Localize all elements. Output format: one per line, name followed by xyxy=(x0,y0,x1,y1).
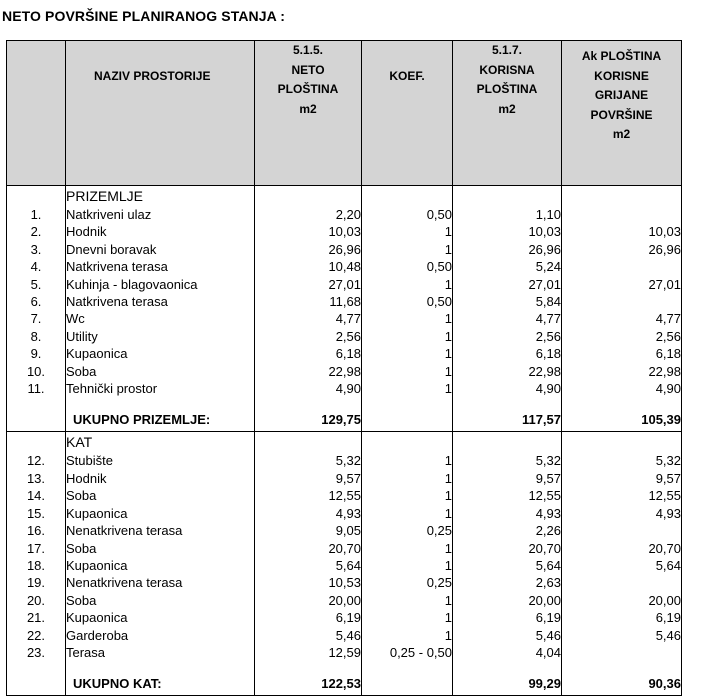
heated-area-value: 27,01 xyxy=(562,276,682,293)
usable-area-value: 4,77 xyxy=(453,310,562,327)
room-name: Soba xyxy=(66,540,255,557)
coefficient-value: 1 xyxy=(362,380,453,397)
coefficient-value: 1 xyxy=(362,557,453,574)
room-name: Natkriveni ulaz xyxy=(66,206,255,223)
heated-area-value: 6,19 xyxy=(562,609,682,626)
heated-area-value xyxy=(562,644,682,661)
total-net-area: 122,53 xyxy=(255,673,362,696)
net-area-value: 9,05 xyxy=(255,522,362,539)
usable-area-value: 10,03 xyxy=(453,223,562,240)
empty-cell xyxy=(453,186,562,207)
coefficient-value: 1 xyxy=(362,505,453,522)
table-row xyxy=(7,627,682,644)
net-area-value: 5,32 xyxy=(255,452,362,469)
table-body xyxy=(7,186,682,696)
empty-cell xyxy=(7,673,66,696)
empty-cell xyxy=(562,186,682,207)
room-name: Kupaonica xyxy=(66,609,255,626)
heated-area-value xyxy=(562,522,682,539)
net-area-value: 4,77 xyxy=(255,310,362,327)
heated-area-value: 20,70 xyxy=(562,540,682,557)
row-number: 13. xyxy=(7,470,66,487)
empty-cell xyxy=(66,397,255,409)
section-label: KAT xyxy=(66,432,255,453)
table-row xyxy=(7,223,682,240)
table-row xyxy=(7,557,682,574)
total-row xyxy=(7,409,682,432)
usable-area-value: 1,10 xyxy=(453,206,562,223)
table-row xyxy=(7,276,682,293)
room-name: Kuhinja - blagovaonica xyxy=(66,276,255,293)
row-number: 8. xyxy=(7,328,66,345)
table-row xyxy=(7,505,682,522)
empty-cell xyxy=(453,661,562,673)
section-row xyxy=(7,186,682,207)
coefficient-value: 1 xyxy=(362,223,453,240)
usable-area-value: 4,93 xyxy=(453,505,562,522)
usable-area-value: 5,84 xyxy=(453,293,562,310)
coefficient-value: 1 xyxy=(362,627,453,644)
section-number-cell xyxy=(7,432,66,453)
net-area-value: 22,98 xyxy=(255,363,362,380)
usable-area-value: 26,96 xyxy=(453,241,562,258)
room-name: Nenatkrivena terasa xyxy=(66,574,255,591)
room-name: Utility xyxy=(66,328,255,345)
row-number: 12. xyxy=(7,452,66,469)
empty-cell xyxy=(362,186,453,207)
coefficient-value: 0,50 xyxy=(362,206,453,223)
usable-area-value: 2,63 xyxy=(453,574,562,591)
empty-cell xyxy=(362,409,453,432)
header-net-area: 5.1.5. NETO PLOŠTINA m2 xyxy=(255,41,362,186)
row-number: 20. xyxy=(7,592,66,609)
table-row xyxy=(7,592,682,609)
table-row xyxy=(7,487,682,504)
row-number: 14. xyxy=(7,487,66,504)
coefficient-value: 1 xyxy=(362,452,453,469)
net-area-value: 10,48 xyxy=(255,258,362,275)
row-number: 11. xyxy=(7,380,66,397)
heated-area-value xyxy=(562,258,682,275)
heated-area-value: 5,32 xyxy=(562,452,682,469)
heated-area-value: 22,98 xyxy=(562,363,682,380)
header-coefficient: KOEF. xyxy=(362,41,453,186)
net-area-value: 4,90 xyxy=(255,380,362,397)
net-area-value: 9,57 xyxy=(255,470,362,487)
table-header-row xyxy=(7,41,682,186)
coefficient-value: 1 xyxy=(362,328,453,345)
net-area-value: 2,20 xyxy=(255,206,362,223)
room-name: Hodnik xyxy=(66,470,255,487)
row-number: 10. xyxy=(7,363,66,380)
coefficient-value: 1 xyxy=(362,470,453,487)
coefficient-value: 1 xyxy=(362,310,453,327)
usable-area-value: 22,98 xyxy=(453,363,562,380)
room-name: Wc xyxy=(66,310,255,327)
room-name: Natkrivena terasa xyxy=(66,258,255,275)
empty-cell xyxy=(362,673,453,696)
heated-area-value: 4,93 xyxy=(562,505,682,522)
coefficient-value: 0,25 xyxy=(362,522,453,539)
empty-cell xyxy=(362,432,453,453)
coefficient-value: 0,25 xyxy=(362,574,453,591)
row-number: 21. xyxy=(7,609,66,626)
room-name: Dnevni boravak xyxy=(66,241,255,258)
room-name: Kupaonica xyxy=(66,505,255,522)
header-heated-area: Ak PLOŠTINA KORISNE GRIJANE POVRŠINE m2 xyxy=(562,41,682,186)
empty-cell xyxy=(255,186,362,207)
table-row xyxy=(7,540,682,557)
empty-cell xyxy=(255,432,362,453)
row-number: 3. xyxy=(7,241,66,258)
table-row xyxy=(7,258,682,275)
heated-area-value: 5,46 xyxy=(562,627,682,644)
empty-cell xyxy=(362,661,453,673)
spacer-row xyxy=(7,661,682,673)
room-name: Natkrivena terasa xyxy=(66,293,255,310)
net-area-value: 12,59 xyxy=(255,644,362,661)
spacer-row xyxy=(7,397,682,409)
room-name: Terasa xyxy=(66,644,255,661)
net-area-value: 6,18 xyxy=(255,345,362,362)
net-area-value: 27,01 xyxy=(255,276,362,293)
header-number xyxy=(7,41,66,186)
empty-cell xyxy=(255,397,362,409)
empty-cell xyxy=(453,432,562,453)
total-usable-area: 99,29 xyxy=(453,673,562,696)
empty-cell xyxy=(7,661,66,673)
total-usable-area: 117,57 xyxy=(453,409,562,432)
coefficient-value: 0,25 - 0,50 xyxy=(362,644,453,661)
room-name: Nenatkrivena terasa xyxy=(66,522,255,539)
empty-cell xyxy=(453,397,562,409)
row-number: 5. xyxy=(7,276,66,293)
net-area-value: 11,68 xyxy=(255,293,362,310)
row-number: 4. xyxy=(7,258,66,275)
usable-area-value: 2,56 xyxy=(453,328,562,345)
table-row xyxy=(7,310,682,327)
row-number: 19. xyxy=(7,574,66,591)
empty-cell xyxy=(562,661,682,673)
room-name: Garderoba xyxy=(66,627,255,644)
heated-area-value xyxy=(562,574,682,591)
coefficient-value: 1 xyxy=(362,276,453,293)
heated-area-value: 26,96 xyxy=(562,241,682,258)
empty-cell xyxy=(562,432,682,453)
empty-cell xyxy=(7,409,66,432)
usable-area-value: 20,00 xyxy=(453,592,562,609)
row-number: 1. xyxy=(7,206,66,223)
table-row xyxy=(7,452,682,469)
room-name: Soba xyxy=(66,363,255,380)
row-number: 2. xyxy=(7,223,66,240)
row-number: 17. xyxy=(7,540,66,557)
room-name: Stubište xyxy=(66,452,255,469)
table-row xyxy=(7,293,682,310)
heated-area-value: 10,03 xyxy=(562,223,682,240)
coefficient-value: 1 xyxy=(362,241,453,258)
net-area-value: 2,56 xyxy=(255,328,362,345)
empty-cell xyxy=(562,397,682,409)
page-title: NETO POVRŠINE PLANIRANOG STANJA : xyxy=(2,8,286,24)
usable-area-value: 5,46 xyxy=(453,627,562,644)
usable-area-value: 2,26 xyxy=(453,522,562,539)
coefficient-value: 0,50 xyxy=(362,258,453,275)
empty-cell xyxy=(255,661,362,673)
table-row xyxy=(7,241,682,258)
total-label: UKUPNO PRIZEMLJE: xyxy=(66,409,255,432)
room-name: Soba xyxy=(66,487,255,504)
room-name: Kupaonica xyxy=(66,345,255,362)
row-number: 7. xyxy=(7,310,66,327)
total-net-area: 129,75 xyxy=(255,409,362,432)
heated-area-value xyxy=(562,206,682,223)
coefficient-value: 0,50 xyxy=(362,293,453,310)
row-number: 23. xyxy=(7,644,66,661)
net-area-value: 12,55 xyxy=(255,487,362,504)
area-table xyxy=(6,40,682,696)
room-name: Soba xyxy=(66,592,255,609)
table-row xyxy=(7,345,682,362)
row-number: 18. xyxy=(7,557,66,574)
table-row xyxy=(7,644,682,661)
heated-area-value: 4,77 xyxy=(562,310,682,327)
row-number: 6. xyxy=(7,293,66,310)
usable-area-value: 12,55 xyxy=(453,487,562,504)
section-label: PRIZEMLJE xyxy=(66,186,255,207)
usable-area-value: 5,32 xyxy=(453,452,562,469)
total-heated-area: 105,39 xyxy=(562,409,682,432)
table-row xyxy=(7,380,682,397)
table-row xyxy=(7,206,682,223)
row-number: 22. xyxy=(7,627,66,644)
header-room-name: NAZIV PROSTORIJE xyxy=(66,41,255,186)
total-row xyxy=(7,673,682,696)
header-usable-area: 5.1.7. KORISNA PLOŠTINA m2 xyxy=(453,41,562,186)
table-row xyxy=(7,328,682,345)
row-number: 15. xyxy=(7,505,66,522)
coefficient-value: 1 xyxy=(362,540,453,557)
row-number: 16. xyxy=(7,522,66,539)
usable-area-value: 6,19 xyxy=(453,609,562,626)
net-area-value: 5,64 xyxy=(255,557,362,574)
heated-area-value: 2,56 xyxy=(562,328,682,345)
net-area-value: 10,53 xyxy=(255,574,362,591)
row-number: 9. xyxy=(7,345,66,362)
net-area-value: 20,70 xyxy=(255,540,362,557)
room-name: Kupaonica xyxy=(66,557,255,574)
usable-area-value: 27,01 xyxy=(453,276,562,293)
room-name: Hodnik xyxy=(66,223,255,240)
net-area-value: 5,46 xyxy=(255,627,362,644)
heated-area-value xyxy=(562,293,682,310)
table-row xyxy=(7,363,682,380)
coefficient-value: 1 xyxy=(362,609,453,626)
heated-area-value: 5,64 xyxy=(562,557,682,574)
net-area-value: 6,19 xyxy=(255,609,362,626)
empty-cell xyxy=(362,397,453,409)
room-name: Tehnički prostor xyxy=(66,380,255,397)
net-area-value: 20,00 xyxy=(255,592,362,609)
table-row xyxy=(7,609,682,626)
heated-area-value: 20,00 xyxy=(562,592,682,609)
section-row xyxy=(7,432,682,453)
usable-area-value: 9,57 xyxy=(453,470,562,487)
coefficient-value: 1 xyxy=(362,592,453,609)
table-row xyxy=(7,574,682,591)
empty-cell xyxy=(7,397,66,409)
table-row xyxy=(7,470,682,487)
usable-area-value: 5,64 xyxy=(453,557,562,574)
usable-area-value: 6,18 xyxy=(453,345,562,362)
usable-area-value: 4,90 xyxy=(453,380,562,397)
heated-area-value: 4,90 xyxy=(562,380,682,397)
net-area-value: 4,93 xyxy=(255,505,362,522)
usable-area-value: 4,04 xyxy=(453,644,562,661)
heated-area-value: 6,18 xyxy=(562,345,682,362)
usable-area-value: 20,70 xyxy=(453,540,562,557)
coefficient-value: 1 xyxy=(362,487,453,504)
section-number-cell xyxy=(7,186,66,207)
net-area-value: 10,03 xyxy=(255,223,362,240)
total-heated-area: 90,36 xyxy=(562,673,682,696)
usable-area-value: 5,24 xyxy=(453,258,562,275)
total-label: UKUPNO KAT: xyxy=(66,673,255,696)
coefficient-value: 1 xyxy=(362,363,453,380)
net-area-value: 26,96 xyxy=(255,241,362,258)
coefficient-value: 1 xyxy=(362,345,453,362)
heated-area-value: 12,55 xyxy=(562,487,682,504)
empty-cell xyxy=(66,661,255,673)
heated-area-value: 9,57 xyxy=(562,470,682,487)
table-row xyxy=(7,522,682,539)
